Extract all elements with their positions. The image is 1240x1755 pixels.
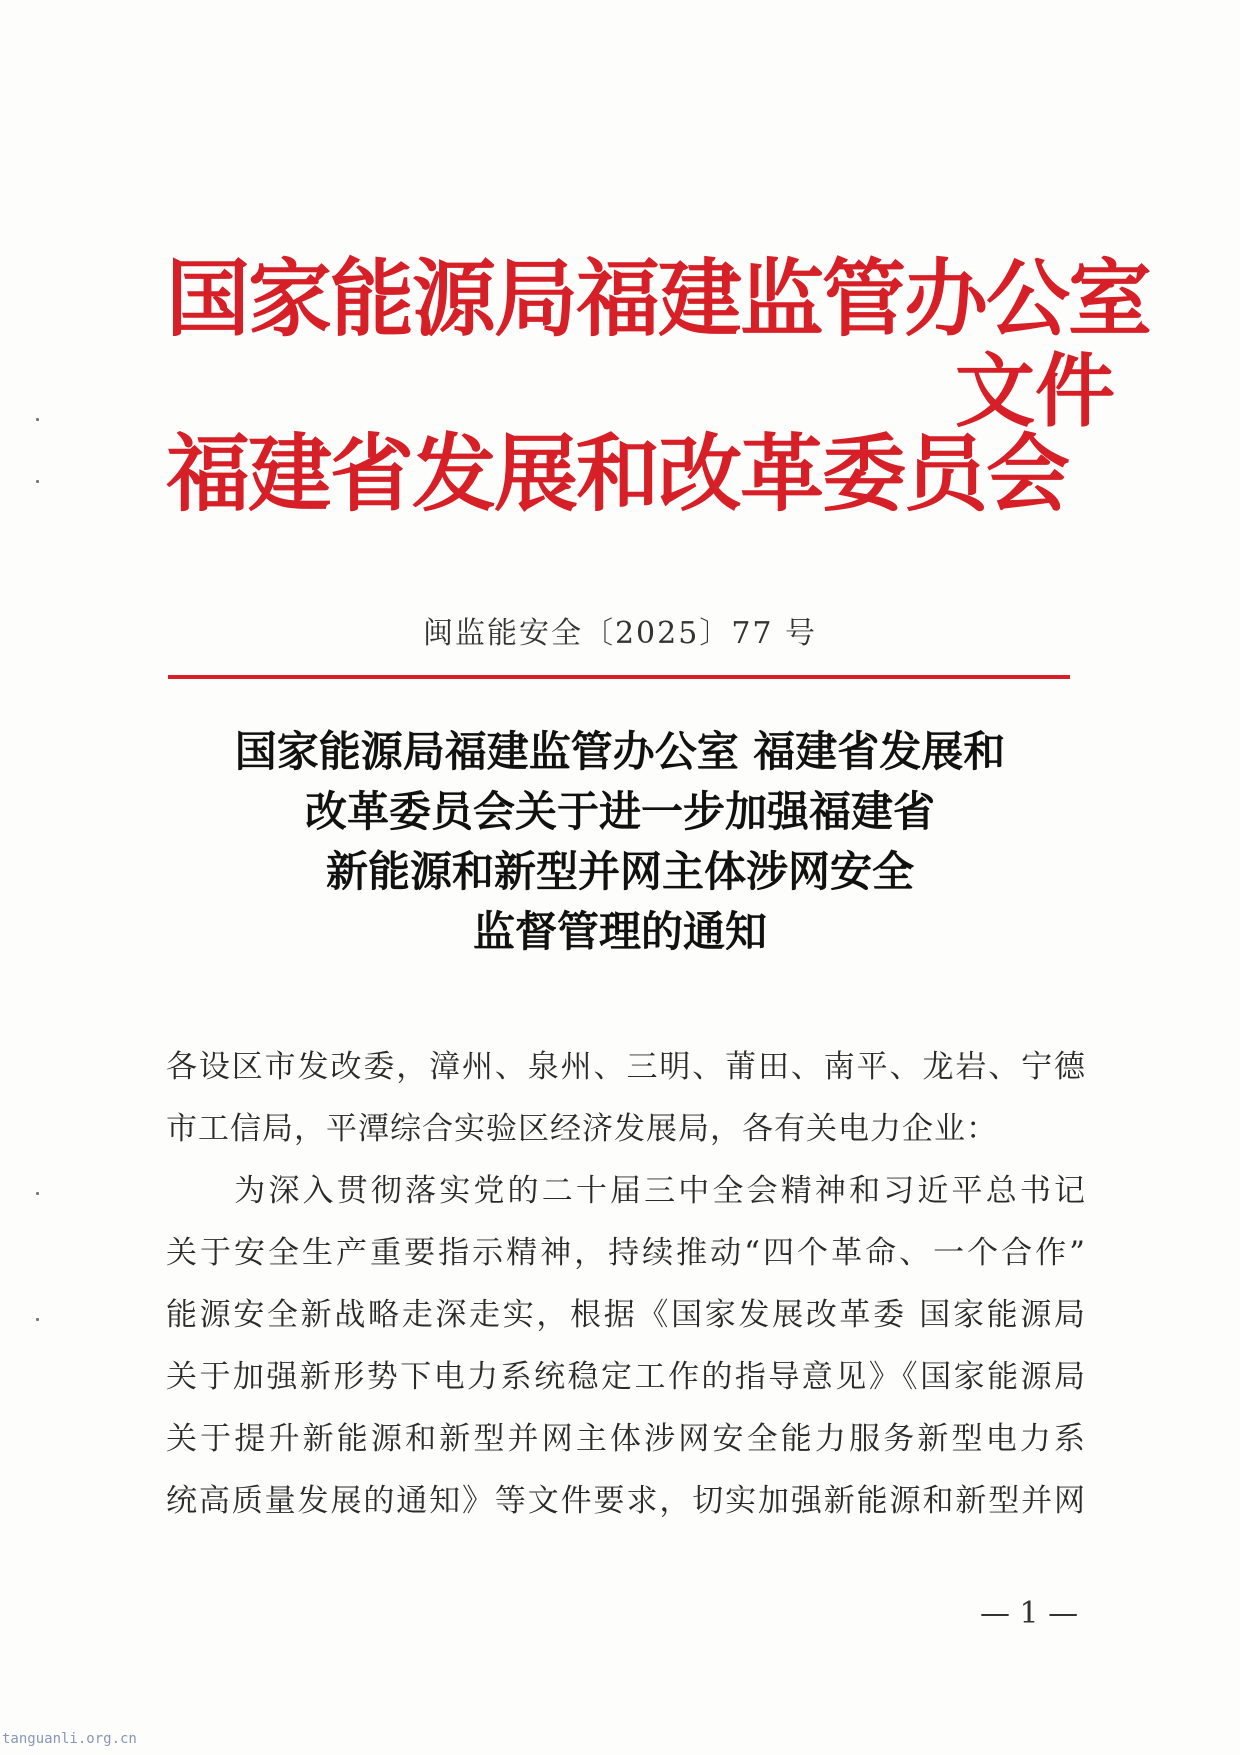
paragraph-line: 统高质量发展的通知》等文件要求，切实加强新能源和新型并网 — [166, 1483, 1086, 1519]
scan-speck — [36, 1192, 39, 1195]
scan-speck — [36, 480, 39, 483]
addressee-line: 市工信局，平潭综合实验区经济发展局，各有关电力企业： — [166, 1111, 998, 1147]
title-line: 新能源和新型并网主体涉网安全 — [325, 847, 914, 896]
document-title — [150, 722, 1090, 962]
scan-speck — [36, 1318, 39, 1321]
page-number: — 1 — — [980, 1596, 1079, 1631]
addressee-block — [166, 1036, 1086, 1160]
paragraph-line: 为深入贯彻落实党的二十届三中全会精神和习近平总书记 — [166, 1173, 1086, 1209]
title-line: 国家能源局福建监管办公室 福建省发展和 — [234, 727, 1006, 776]
issuer-line-2: 福建省发展和改革委员会 — [166, 425, 1069, 523]
issuer-line-1: 国家能源局福建监管办公室 — [166, 250, 1151, 348]
title-line: 监督管理的通知 — [472, 907, 767, 956]
body-paragraph — [166, 1160, 1086, 1532]
paragraph-line: 能源安全新战略走深走实，根据《国家发展改革委 国家能源局 — [166, 1297, 1086, 1333]
paragraph-line: 关于加强新形势下电力系统稳定工作的指导意见》《国家能源局 — [166, 1359, 1086, 1395]
scan-speck — [36, 418, 39, 421]
addressee-line: 各设区市发改委，漳州、泉州、三明、莆田、南平、龙岩、宁德 — [166, 1049, 1086, 1085]
paragraph-line: 关于安全生产重要指示精神，持续推动“四个革命、一个合作” — [166, 1235, 1086, 1271]
title-line: 改革委员会关于进一步加强福建省 — [304, 787, 935, 836]
document-number: 闽监能安全〔2025〕77 号 — [422, 616, 818, 651]
document-type-label: 文件 — [955, 345, 1115, 438]
red-separator-rule — [168, 675, 1070, 679]
paragraph-line: 关于提升新能源和新型并网主体涉网安全能力服务新型电力系 — [166, 1421, 1086, 1457]
site-watermark: tanguanli.org.cn — [2, 1731, 137, 1747]
